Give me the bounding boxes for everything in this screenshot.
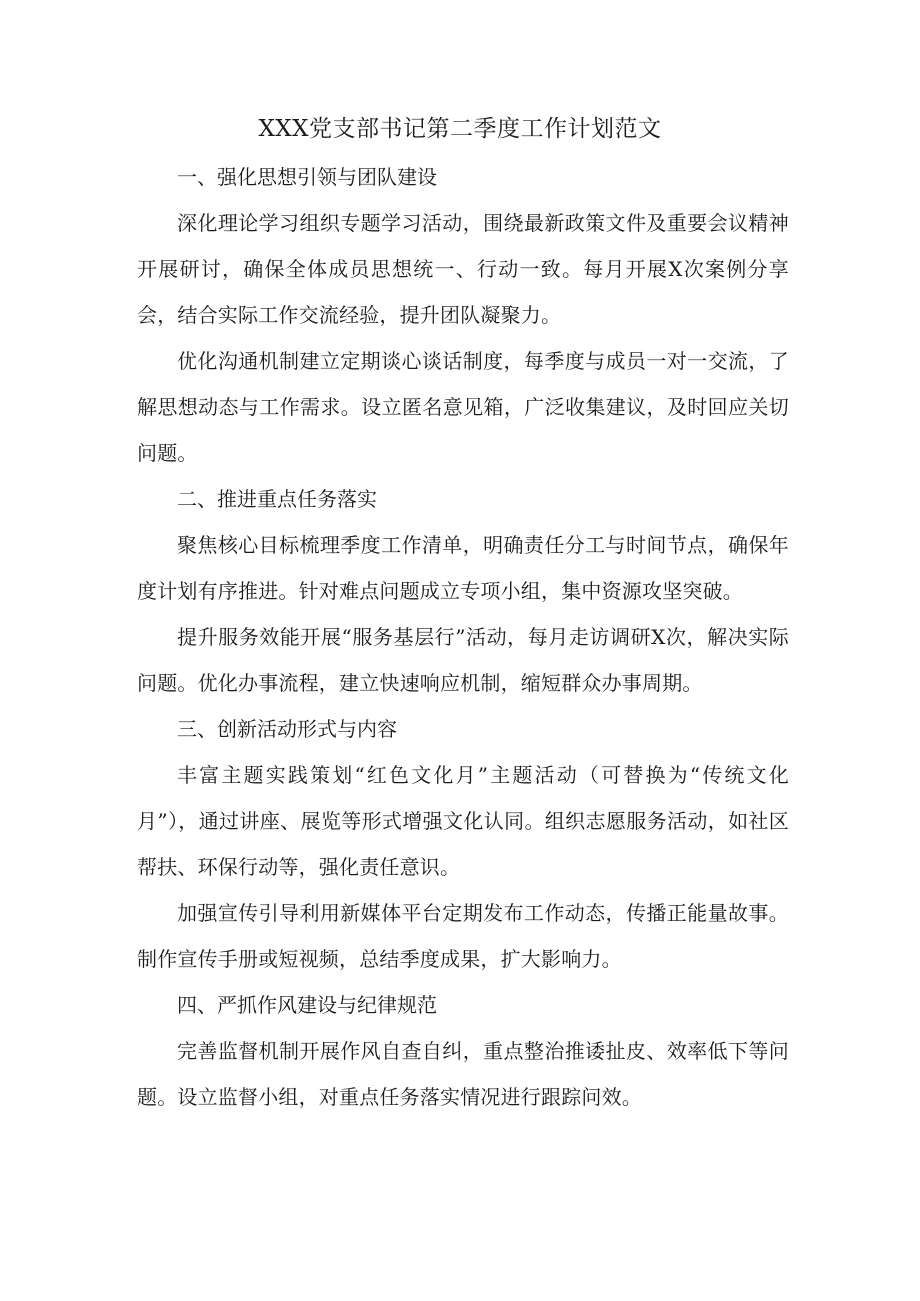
section-heading: 二、推进重点任务落实	[177, 487, 377, 511]
paragraph: 提升服务效能开展“服务基层行”活动，每月走访调研X次，解决实际问题。优化办事流程，建立快速响应机制，缩短群众办事周期。	[137, 625, 789, 695]
document-title: XXX党支部书记第二季度工作计划范文	[258, 116, 662, 142]
section-heading: 三、创新活动形式与内容	[177, 717, 397, 741]
paragraph: 丰富主题实践策划“红色文化月”主题活动（可替换为“传统文化月”），通过讲座、展览等形式增强文化认同。组织志愿服务活动，如社区帮扶、环保行动等，强化责任意识。	[137, 763, 789, 879]
document-body	[137, 154, 789, 1120]
section-4	[137, 982, 789, 1120]
paragraph: 深化理论学习组织专题学习活动，围绕最新政策文件及重要会议精神开展研讨，确保全体成员思想统一、行动一致。每月开展X次案例分享会，结合实际工作交流经验，提升团队凝聚力。	[137, 211, 789, 327]
section-heading: 一、强化思想引领与团队建设	[177, 165, 437, 189]
paragraph: 聚焦核心目标梳理季度工作清单，明确责任分工与时间节点，确保年度计划有序推进。针对难点问题成立专项小组，集中资源攻坚突破。	[137, 533, 789, 603]
section-2	[137, 476, 789, 706]
section-heading: 四、严抓作风建设与纪律规范	[177, 993, 437, 1017]
section-3	[137, 706, 789, 982]
paragraph: 加强宣传引导利用新媒体平台定期发布工作动态，传播正能量故事。制作宣传手册或短视频，总结季度成果，扩大影响力。	[137, 901, 789, 971]
paragraph: 完善监督机制开展作风自查自纠，重点整治推诿扯皮、效率低下等问题。设立监督小组，对重点任务落实情况进行跟踪问效。	[137, 1039, 789, 1109]
paragraph: 优化沟通机制建立定期谈心谈话制度，每季度与成员一对一交流，了解思想动态与工作需求。设立匿名意见箱，广泛收集建议，及时回应关切问题。	[137, 349, 789, 465]
section-1	[137, 154, 789, 476]
